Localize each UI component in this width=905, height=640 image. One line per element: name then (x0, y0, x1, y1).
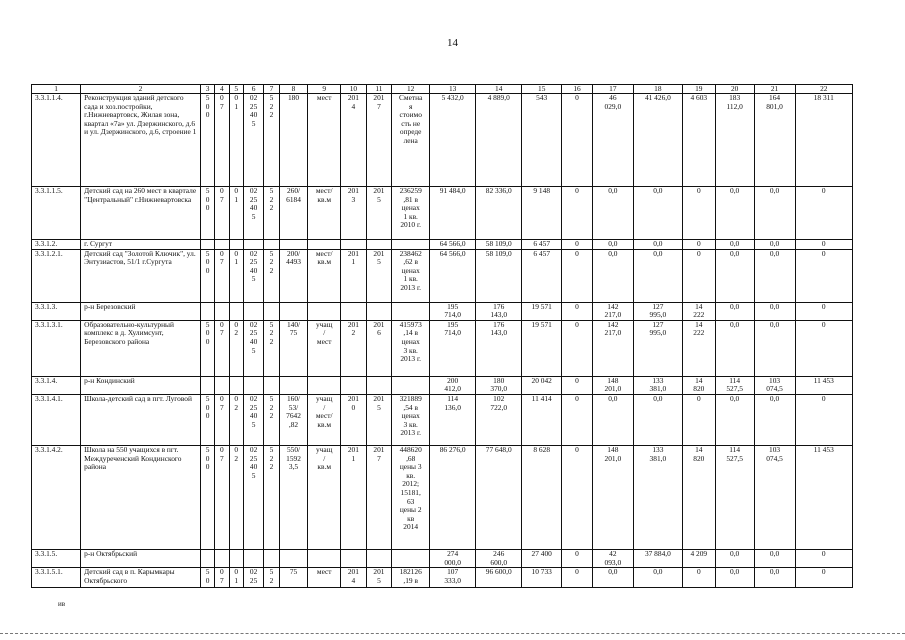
table-cell: 5 0 0 (200, 249, 214, 302)
table-cell (341, 240, 367, 250)
table-cell: 183 112,0 (715, 94, 754, 187)
table-cell: 5 2 2 (264, 249, 279, 302)
table-cell: 0,0 (715, 394, 754, 445)
table-cell: 448620 ,68 цены 3 кв. 2012; 15181, 63 цены 2 кв 2014 (392, 445, 430, 549)
table-cell: 201 1 (341, 445, 367, 549)
data-table (31, 84, 853, 588)
bottom-rule (0, 633, 905, 634)
table-cell: 201 1 (341, 249, 367, 302)
table-cell: мест (308, 568, 341, 588)
table-cell: 02 25 (243, 568, 263, 588)
row-title-cell: Реконструкция зданий детского сада и хоз.постройки, г.Нижневартовск, Жилая зона, квартал «7а» ул. Дзержинского, д.6 и ул. Дзержинского, д.6, строение 1 (81, 94, 201, 187)
table-cell: 0 (562, 94, 593, 187)
row-code-cell: 3.3.1.2. (32, 240, 81, 250)
table-cell: 140/ 75 (279, 320, 308, 376)
table-cell: 0 2 (229, 320, 243, 376)
table-cell (279, 302, 308, 320)
table-cell: 0 7 (215, 568, 229, 588)
table-cell: 201 7 (366, 94, 392, 187)
table-cell: 0,0 (715, 249, 754, 302)
table-row (32, 445, 853, 549)
column-number-cell: 12 (392, 85, 430, 94)
table-cell: 5 2 (264, 568, 279, 588)
table-cell: 176 143,0 (476, 320, 522, 376)
table-cell: 5 2 2 (264, 187, 279, 240)
table-cell: 58 109,0 (476, 240, 522, 250)
table-cell (200, 240, 214, 250)
table-cell (215, 376, 229, 394)
table-cell: 41 426,0 (633, 94, 682, 187)
table-cell (264, 549, 279, 567)
table-row (32, 394, 853, 445)
table-cell: 0 (795, 549, 852, 567)
table-cell: 5 2 2 (264, 445, 279, 549)
table-cell: 236259 ,81 в ценах 1 кв. 2010 г. (392, 187, 430, 240)
column-number-cell: 10 (341, 85, 367, 94)
table-cell: 201 0 (341, 394, 367, 445)
table-cell: 160/ 53/ 7642 ,82 (279, 394, 308, 445)
table-cell: 0 (562, 302, 593, 320)
table-cell: 127 995,0 (633, 320, 682, 376)
table-cell: 201 5 (366, 568, 392, 588)
table-cell: 0 7 (215, 94, 229, 187)
table-cell: 64 566,0 (430, 240, 476, 250)
table-cell: 201 4 (341, 568, 367, 588)
table-cell (279, 240, 308, 250)
table-cell: мест/ кв.м (308, 187, 341, 240)
table-cell: 0,0 (715, 320, 754, 376)
table-cell: 11 453 (795, 376, 852, 394)
table-cell: 0 7 (215, 394, 229, 445)
table-cell: 103 074,5 (754, 376, 795, 394)
table-cell: 201 2 (341, 320, 367, 376)
table-cell: мест/ кв.м (308, 249, 341, 302)
table-cell: 0,0 (592, 249, 633, 302)
table-cell: 0,0 (633, 240, 682, 250)
column-number-cell: 22 (795, 85, 852, 94)
table-cell: 11 453 (795, 445, 852, 549)
table-cell: 0 (562, 445, 593, 549)
row-title-cell: Школа на 550 учащихся в пгт. Междуреченский Кондинского района (81, 445, 201, 549)
row-title-cell: Детский сад "Золотой Ключик", ул. Энтузиастов, 51/1 г.Сургута (81, 249, 201, 302)
row-title-cell: Образовательно-культурный комплекс в д. Хулимсунт, Березовского района (81, 320, 201, 376)
table-cell: 11 414 (522, 394, 562, 445)
row-code-cell: 3.3.1.4. (32, 376, 81, 394)
table-cell: 182126 ,19 в (392, 568, 430, 588)
table-cell: 0 (562, 187, 593, 240)
table-cell: 4 603 (682, 94, 715, 187)
row-code-cell: 3.3.1.2.1. (32, 249, 81, 302)
footer-mark: ив (58, 600, 66, 608)
table-cell: 0,0 (633, 187, 682, 240)
row-code-cell: 3.3.1.4.1. (32, 394, 81, 445)
table-cell: 0 (682, 187, 715, 240)
table-cell: 82 336,0 (476, 187, 522, 240)
table-cell (229, 549, 243, 567)
table-cell: 0,0 (633, 249, 682, 302)
row-code-cell: 3.3.1.3. (32, 302, 81, 320)
table-row (32, 249, 853, 302)
table-cell: 0 (795, 187, 852, 240)
table-cell: 0 (795, 302, 852, 320)
table-cell: 148 201,0 (592, 445, 633, 549)
table-cell (341, 549, 367, 567)
table-cell (243, 240, 263, 250)
row-code-cell: 3.3.1.1.5. (32, 187, 81, 240)
row-code-cell: 3.3.1.3.1. (32, 320, 81, 376)
table-cell: 0 (562, 376, 593, 394)
table-cell: 02 25 40 5 (243, 94, 263, 187)
table-cell: 142 217,0 (592, 302, 633, 320)
table-header-row (32, 85, 853, 94)
table-cell: 5 2 2 (264, 320, 279, 376)
table-cell (279, 376, 308, 394)
table-cell: 0,0 (633, 394, 682, 445)
table-cell (264, 302, 279, 320)
row-title-cell: Детский сад в п. Карымкары Октябрьского (81, 568, 201, 588)
column-number-cell: 11 (366, 85, 392, 94)
column-number-cell: 20 (715, 85, 754, 94)
table-cell: 148 201,0 (592, 376, 633, 394)
table-cell: 0,0 (754, 187, 795, 240)
table-cell: 195 714,0 (430, 302, 476, 320)
table-cell: 201 5 (366, 187, 392, 240)
table-row (32, 187, 853, 240)
table-row (32, 568, 853, 588)
column-number-cell: 15 (522, 85, 562, 94)
table-row (32, 549, 853, 567)
row-title-cell: г. Сургут (81, 240, 201, 250)
table-cell: 0 (562, 249, 593, 302)
table-cell (229, 376, 243, 394)
table-cell: 5 0 (200, 568, 214, 588)
table-cell: 274 000,0 (430, 549, 476, 567)
table-cell: 201 3 (341, 187, 367, 240)
table-cell (264, 376, 279, 394)
table-cell: 0,0 (715, 568, 754, 588)
table-cell: 0,0 (715, 240, 754, 250)
table-cell: 0,0 (754, 240, 795, 250)
column-number-cell: 14 (476, 85, 522, 94)
column-number-cell: 6 (243, 85, 263, 94)
table-cell: 64 566,0 (430, 249, 476, 302)
table-cell: 142 217,0 (592, 320, 633, 376)
table-cell (341, 302, 367, 320)
table-cell (308, 302, 341, 320)
table-cell: 201 4 (341, 94, 367, 187)
table-cell: 180 (279, 94, 308, 187)
table-cell (200, 376, 214, 394)
table-cell: 02 25 40 5 (243, 394, 263, 445)
table-cell: 46 029,0 (592, 94, 633, 187)
row-code-cell: 3.3.1.4.2. (32, 445, 81, 549)
table-cell: 0,0 (754, 249, 795, 302)
table-cell (392, 549, 430, 567)
table-cell (308, 376, 341, 394)
table-cell: 0 (562, 240, 593, 250)
table-cell: 0,0 (592, 568, 633, 588)
table-cell: 246 600,0 (476, 549, 522, 567)
table-cell: 238462 ,62 в ценах 1 кв. 2013 г. (392, 249, 430, 302)
column-number-cell: 16 (562, 85, 593, 94)
row-title-cell: р-н Кондинский (81, 376, 201, 394)
table-cell: 14 222 (682, 320, 715, 376)
table-cell: 0 2 (229, 394, 243, 445)
table-cell: 0 (682, 249, 715, 302)
table-cell: учащ / мест/ кв.м (308, 394, 341, 445)
table-cell: 0 (682, 568, 715, 588)
row-title-cell: Школа-детский сад в пгт. Луговой (81, 394, 201, 445)
table-cell: 0 7 (215, 187, 229, 240)
table-cell: 0,0 (715, 187, 754, 240)
table-cell: 114 527,5 (715, 445, 754, 549)
table-cell: 5 0 0 (200, 187, 214, 240)
table-cell (366, 302, 392, 320)
table-cell: 0,0 (592, 187, 633, 240)
table-cell: учащ / кв.м (308, 445, 341, 549)
table-cell (200, 549, 214, 567)
table-cell: 02 25 40 5 (243, 320, 263, 376)
table-cell: 19 571 (522, 320, 562, 376)
table-cell (392, 302, 430, 320)
table-cell: 201 6 (366, 320, 392, 376)
table-cell: 75 (279, 568, 308, 588)
table-cell (392, 240, 430, 250)
table-row (32, 302, 853, 320)
table-cell: 0 7 (215, 320, 229, 376)
table-cell: 86 276,0 (430, 445, 476, 549)
column-number-cell: 17 (592, 85, 633, 94)
table-cell: 02 25 40 5 (243, 187, 263, 240)
column-number-cell: 2 (81, 85, 201, 94)
table-cell: 0 (562, 394, 593, 445)
column-number-cell: 1 (32, 85, 81, 94)
table-cell: 42 093,0 (592, 549, 633, 567)
table-cell: 0,0 (592, 240, 633, 250)
table-cell: 195 714,0 (430, 320, 476, 376)
table-cell: 5 2 2 (264, 394, 279, 445)
column-number-cell: 5 (229, 85, 243, 94)
table-cell: 5 0 0 (200, 94, 214, 187)
table-cell: 6 457 (522, 249, 562, 302)
table-cell: 0 (795, 568, 852, 588)
table-cell: 201 5 (366, 249, 392, 302)
table-cell: 02 25 40 5 (243, 249, 263, 302)
row-code-cell: 3.3.1.5.1. (32, 568, 81, 588)
table-cell (243, 376, 263, 394)
table-cell: 260/ 6184 (279, 187, 308, 240)
table-cell (366, 376, 392, 394)
table-cell: 5 432,0 (430, 94, 476, 187)
table-cell (366, 549, 392, 567)
table-cell: 164 801,0 (754, 94, 795, 187)
table-cell (308, 240, 341, 250)
table-cell: 543 (522, 94, 562, 187)
table-cell: 0,0 (754, 394, 795, 445)
column-number-cell: 4 (215, 85, 229, 94)
table-cell: 0 7 (215, 445, 229, 549)
table-cell: 0,0 (754, 568, 795, 588)
table-cell: 14 222 (682, 302, 715, 320)
row-title-cell: р-н Октябрьский (81, 549, 201, 567)
column-number-cell: 3 (200, 85, 214, 94)
table-cell (215, 549, 229, 567)
table-cell: 9 148 (522, 187, 562, 240)
table-cell: 133 381,0 (633, 445, 682, 549)
table-cell: 18 311 (795, 94, 852, 187)
table-cell: 0 (682, 394, 715, 445)
table-cell (229, 240, 243, 250)
table-cell: 14 820 (682, 445, 715, 549)
table-cell: 176 143,0 (476, 302, 522, 320)
row-code-cell: 3.3.1.1.4. (32, 94, 81, 187)
table-cell: 0,0 (754, 320, 795, 376)
table-cell: 107 333,0 (430, 568, 476, 588)
column-number-cell: 21 (754, 85, 795, 94)
column-number-cell: 7 (264, 85, 279, 94)
table-cell: 200/ 4493 (279, 249, 308, 302)
table-cell (308, 549, 341, 567)
table-cell: 200 412,0 (430, 376, 476, 394)
table-row (32, 376, 853, 394)
table-cell: 4 209 (682, 549, 715, 567)
table-cell: 4 889,0 (476, 94, 522, 187)
table-cell: 127 995,0 (633, 302, 682, 320)
table-cell: 180 370,0 (476, 376, 522, 394)
table-cell (215, 302, 229, 320)
table-cell: 0 (682, 240, 715, 250)
table-cell (366, 240, 392, 250)
table-cell: 0 (562, 568, 593, 588)
row-title-cell: р-н Березовский (81, 302, 201, 320)
table-cell: 10 733 (522, 568, 562, 588)
table-cell (392, 376, 430, 394)
table-cell: 201 7 (366, 445, 392, 549)
table-cell: 19 571 (522, 302, 562, 320)
table-cell: 0 (795, 320, 852, 376)
table-cell: 0 (795, 394, 852, 445)
table-cell: 14 820 (682, 376, 715, 394)
table-cell: 5 2 2 (264, 94, 279, 187)
table-cell: 102 722,0 (476, 394, 522, 445)
table-cell: 550/ 1592 3,5 (279, 445, 308, 549)
table-cell: 0,0 (715, 302, 754, 320)
table-cell: мест (308, 94, 341, 187)
table-cell: 0 (562, 320, 593, 376)
table-cell: 0 1 (229, 94, 243, 187)
table-cell: 0 1 (229, 187, 243, 240)
table-cell: 201 5 (366, 394, 392, 445)
table-cell (341, 376, 367, 394)
table-cell: 0 1 (229, 568, 243, 588)
table-cell: 91 484,0 (430, 187, 476, 240)
table-cell: 103 074,5 (754, 445, 795, 549)
table-cell: 0 (795, 249, 852, 302)
table-cell: 0 7 (215, 249, 229, 302)
table-cell: 6 457 (522, 240, 562, 250)
table-cell: 0,0 (592, 394, 633, 445)
column-number-cell: 18 (633, 85, 682, 94)
table-cell (200, 302, 214, 320)
table-cell: 0 (562, 549, 593, 567)
table-row (32, 94, 853, 187)
table-cell: Сметна я стоимо сть не опреде лена (392, 94, 430, 187)
table-cell: 0,0 (715, 549, 754, 567)
table-cell: 0,0 (754, 302, 795, 320)
table-cell (279, 549, 308, 567)
row-title-cell: Детский сад на 260 мест в квартале "Центральный" г.Нижневартовска (81, 187, 201, 240)
table-row (32, 320, 853, 376)
table-cell: 0,0 (754, 549, 795, 567)
table-cell: 114 527,5 (715, 376, 754, 394)
table-cell: 8 628 (522, 445, 562, 549)
table-row (32, 240, 853, 250)
table-cell: 321889 ,54 в ценах 3 кв. 2013 г. (392, 394, 430, 445)
table-cell: 02 25 40 5 (243, 445, 263, 549)
table-cell: 0,0 (633, 568, 682, 588)
table-cell: 5 0 0 (200, 394, 214, 445)
table-cell: 77 648,0 (476, 445, 522, 549)
table-cell: 133 381,0 (633, 376, 682, 394)
row-code-cell: 3.3.1.5. (32, 549, 81, 567)
table-cell: 5 0 0 (200, 320, 214, 376)
table-cell: 114 136,0 (430, 394, 476, 445)
page-number: 14 (447, 37, 458, 49)
table-cell: 415973 ,14 в ценах 3 кв. 2013 г. (392, 320, 430, 376)
table-cell: 20 042 (522, 376, 562, 394)
table-cell: 58 109,0 (476, 249, 522, 302)
table-cell (229, 302, 243, 320)
table-cell (243, 549, 263, 567)
table-cell: 5 0 0 (200, 445, 214, 549)
table-cell: 0 2 (229, 445, 243, 549)
table-cell: учащ / мест (308, 320, 341, 376)
table-cell: 0 1 (229, 249, 243, 302)
table-cell (243, 302, 263, 320)
table-cell: 27 400 (522, 549, 562, 567)
column-number-cell: 19 (682, 85, 715, 94)
table-cell: 37 884,0 (633, 549, 682, 567)
table-cell: 96 600,0 (476, 568, 522, 588)
column-number-cell: 8 (279, 85, 308, 94)
column-number-cell: 9 (308, 85, 341, 94)
table-cell: 0 (795, 240, 852, 250)
table-cell (215, 240, 229, 250)
column-number-cell: 13 (430, 85, 476, 94)
table-cell (264, 240, 279, 250)
